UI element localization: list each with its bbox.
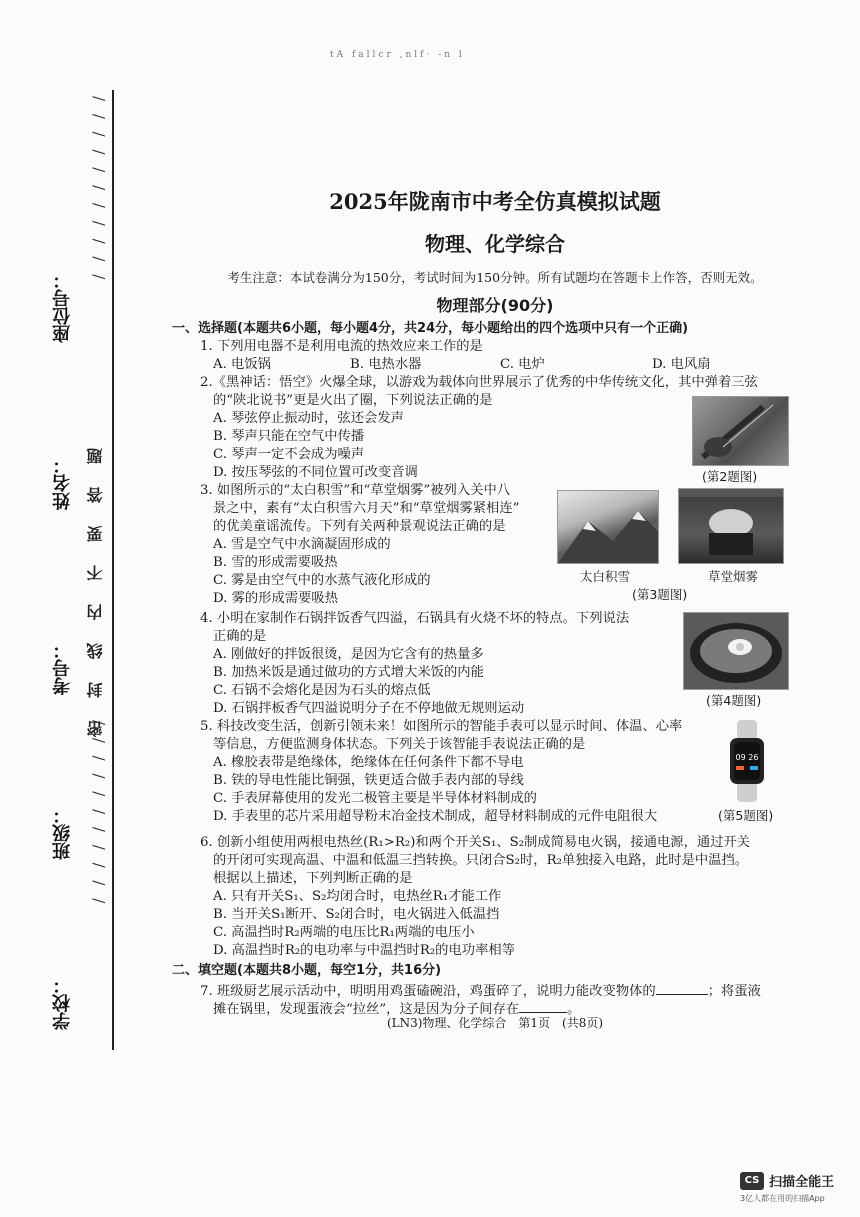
q3-option-a: A. 雪是空气中水滴凝固形成的 [213,537,391,552]
exam-notice: 考生注意：本试卷满分为150分，考试时间为150分钟。所有试题均在答题卡上作答，否则无效。 [227,270,763,285]
section-heading: 物理部分(90分) [436,296,554,315]
scanner-name: 扫描全能王 [769,1175,835,1190]
q3-figure-snow [557,490,659,564]
q6-option-b: B. 当开关S₁断开、S₂闭合时，电火锅进入低温挡 [213,907,500,922]
q7-line2: 摊在锅里，发现蛋液会“拉丝”，这是因为分子间存在 。 [213,998,580,1019]
q3-img1-label: 太白积雪 [580,569,631,584]
q5-option-d: D. 手表里的芯片采用超导粉末冶金技术制成，超导材料制成的元件电阻很大 [213,809,658,824]
class-label: 班级： [52,806,73,860]
q1-option-d: D. 电风扇 [652,357,711,372]
q6-line3: 根据以上描述，下列判断正确的是 [213,871,413,886]
q7-line1: 7. 班级厨艺展示活动中，明明用鸡蛋磕碗沿，鸡蛋碎了，说明力能改变物体的 ；将蛋液 [200,980,761,1001]
q3-figure-fog [678,488,784,564]
scanner-logo [740,1170,834,1204]
q6-option-d: D. 高温挡时R₂的电功率与中温挡时R₂的电功率相等 [213,943,515,958]
q7-blank-2 [519,998,567,1013]
header-marks: tA fallcr ,nlf· -n l [330,50,465,60]
q3-img2-label: 草堂烟雾 [708,569,759,584]
binding-slashes-bottom: / / / / / / / / / / / [90,720,108,908]
q6-option-a: A. 只有开关S₁、S₂均闭合时，电热丝R₁才能工作 [213,889,502,904]
q4-stone-pot-graphic [684,613,788,689]
q6-option-c: C. 高温挡时R₂两端的电压比R₁两端的电压小 [213,925,475,940]
q1-option-a: A. 电饭锅 [213,357,271,372]
part2-heading: 二、填空题(本题共8小题，每空1分，共16分) [172,963,442,978]
q2-option-d: D. 按压琴弦的不同位置可改变音调 [213,465,418,480]
q5-line1: 5. 科技改变生活，创新引领未来！如图所示的智能手表可以显示时间、体温、心率 [200,719,683,734]
q3-option-b: B. 雪的形成需要吸热 [213,555,338,570]
q4-option-d: D. 石锅拌板香气四溢说明分子在不停地做无规则运动 [213,701,525,716]
seat-label: 座位号： [52,271,73,343]
q2-option-c: C. 琴声一定不会成为噪声 [213,447,365,462]
binding-strip [0,0,120,1217]
q5-option-b: B. 铁的导电性能比铜强，铁更适合做手表内部的导线 [213,773,524,788]
q4-option-b: B. 加热米饭是通过做功的方式增大米饭的内能 [213,665,484,680]
q2-figure [692,396,789,466]
subtitle: 物理、化学综合 [425,232,565,256]
q5-figure [722,720,772,802]
q4-line2: 正确的是 [213,629,267,644]
part1-heading: 一、选择题(本题共6小题，每小题4分，共24分，每小题给出的四个选项中只有一个正确) [172,321,689,336]
watch-time: 09 26 [735,753,759,762]
q2-option-b: B. 琴声只能在空气中传播 [213,429,365,444]
name-label: 姓名： [52,456,73,510]
q3-line1: 3. 如图所示的“太白积雪”和“草堂烟雾”被列入关中八 [200,483,511,498]
q2-caption: (第2题图) [702,469,758,484]
binding-warning: 密封线内不要答题 [86,425,105,737]
q4-option-c: C. 石锅不会熔化是因为石头的熔点低 [213,683,431,698]
exam-no-label: 考号： [52,641,73,695]
q5-caption: (第5题图) [718,808,774,823]
q7-blank-1 [656,980,708,995]
q3-snow-graphic [558,491,658,563]
q1-stem: 1. 下列用电器不是利用电流的热效应来工作的是 [200,339,483,354]
page-title: 2025年陇南市中考全仿真模拟试题 [329,189,661,214]
q2-option-a: A. 琴弦停止振动时，弦还会发声 [213,411,404,426]
q3-fog-graphic [679,489,783,563]
q3-option-c: C. 雾是由空气中的水蒸气液化形成的 [213,573,431,588]
school-label: 学校： [52,976,73,1030]
q2-instrument-graphic [693,397,788,465]
q3-line3: 的优美童谣流传。下列有关两种景观说法正确的是 [213,519,506,534]
q3-line2: 景之中，素有“太白积雪六月天”和“草堂烟雾紧相连” [213,501,520,516]
binding-slashes-top: / / / / / / / / / / / [90,96,108,284]
q4-line1: 4. 小明在家制作石锅拌饭香气四溢，石锅具有火烧不坏的特点。下列说法 [200,611,630,626]
q3-caption: (第3题图) [632,587,688,602]
page-footer: (LN3)物理、化学综合 第1页 (共8页) [386,1016,604,1030]
q1-option-c: C. 电炉 [500,357,545,372]
q5-line2: 等信息，方便监测身体状态。下列关于该智能手表说法正确的是 [213,737,586,752]
q5-option-a: A. 橡胶表带是绝缘体，绝缘体在任何条件下都不导电 [213,755,524,770]
q1-option-b: B. 电热水器 [350,357,422,372]
cs-logo-icon: CS [740,1172,764,1190]
q4-option-a: A. 刚做好的拌饭很烫，是因为它含有的热量多 [213,647,484,662]
q2-line1: 2.《黑神话：悟空》火爆全球，以游戏为载体向世界展示了优秀的中华传统文化，其中弹着三弦 [200,375,758,390]
q2-line2: 的“陕北说书”更是火出了圈，下列说法正确的是 [213,393,493,408]
q4-figure [683,612,789,690]
scanner-tagline: 3亿人都在用的扫描App [740,1194,825,1203]
watch-icon [722,720,772,802]
q3-option-d: D. 雾的形成需要吸热 [213,591,339,606]
binding-line [112,90,114,1050]
q5-option-c: C. 手表屏幕使用的发光二极管主要是半导体材料制成的 [213,791,537,806]
q6-line2: 的开闭可实现高温、中温和低温三挡转换。只闭合S₂时，R₂单独接入电路，此时是中温挡。 [213,853,749,868]
q6-line1: 6. 创新小组使用两根电热丝(R₁>R₂)和两个开关S₁、S₂制成简易电火锅，接通电源，通过开关 [200,835,751,850]
q4-caption: (第4题图) [706,693,762,708]
